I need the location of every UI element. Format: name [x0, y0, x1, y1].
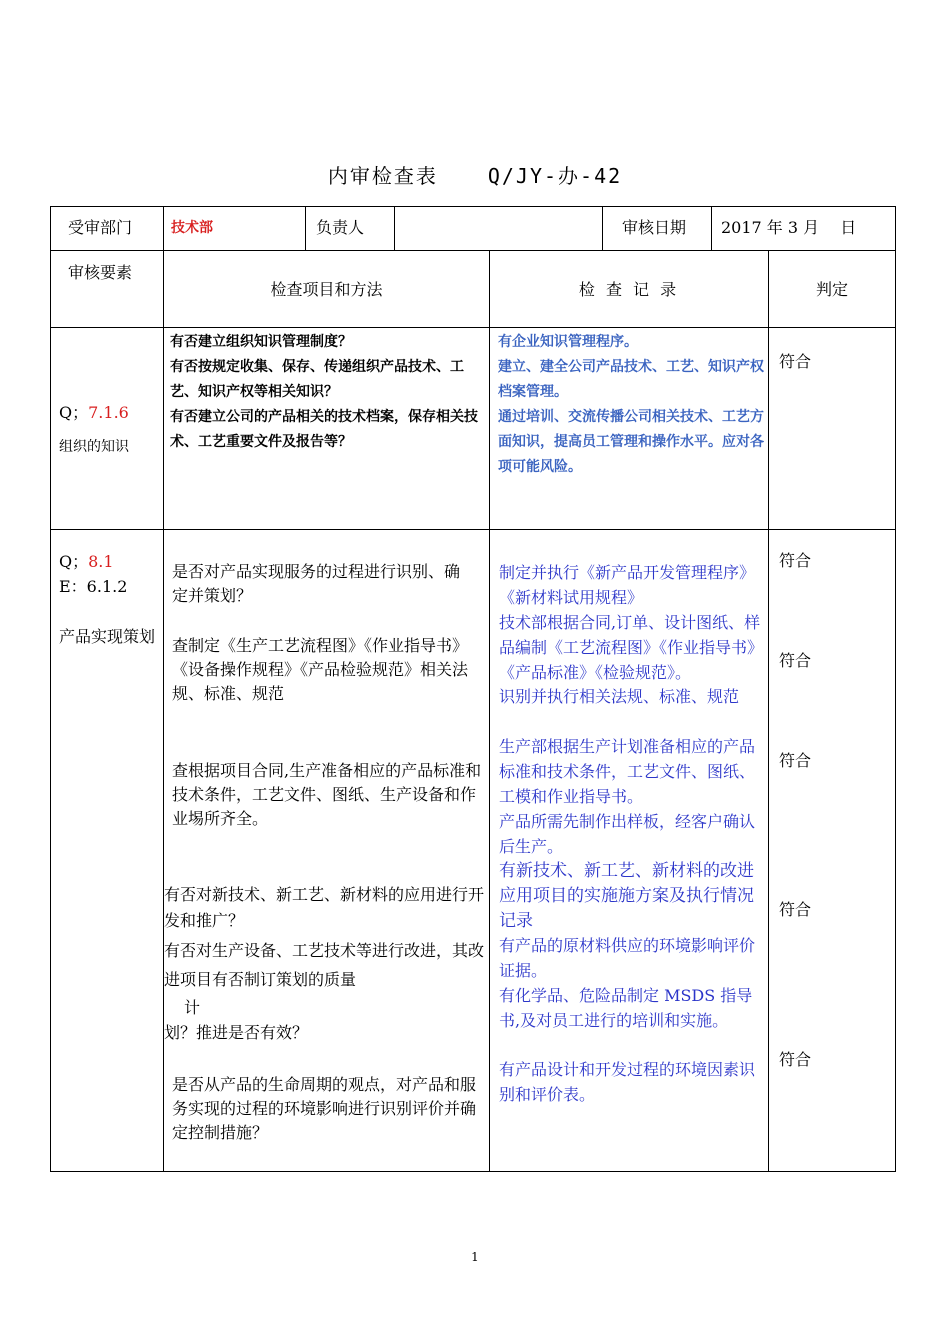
col-header-record: 检 查 记 录 — [578, 280, 680, 299]
row-divider — [50, 529, 896, 530]
record-item: 有产品设计和开发过程的环境因素识别和评价表。 — [499, 1060, 756, 1104]
method-item: 有否建立公司的产品相关的技术档案，保存相关技术、工艺重要文件及报告等？ — [170, 409, 478, 450]
record-item: 生产部根据生产计划准备相应的产品标准和技术条件，工艺文件、图纸、工模和作业指导书。 — [499, 737, 756, 806]
col-divider — [602, 206, 603, 250]
title-text: 内审检查表 — [327, 164, 438, 188]
record-item: 建立、建全公司产品技术、工艺、知识产权档案管理。 — [498, 359, 764, 400]
col-divider — [711, 206, 712, 250]
col-divider — [768, 250, 769, 1172]
col-header-verdict: 判定 — [815, 280, 848, 299]
clause-number: 8.1 — [88, 552, 114, 571]
date-value: 2017 年 3 月 日 — [721, 218, 857, 237]
record-item: 有产品的原材料供应的环境影响评价证据。 — [499, 936, 756, 980]
verdict: 符合 — [779, 352, 812, 371]
dept-value: 技术部 — [171, 220, 213, 236]
method-item: 查制定《生产工艺流程图》《作业指导书》《设备操作规程》《产品检验规范》相关法规、标准、规范 — [172, 636, 469, 703]
col-divider — [305, 206, 306, 250]
col-header-element: 审核要素 — [68, 263, 133, 282]
method-item: 有否对新技术、新工艺、新材料的应用进行开发和推广？ — [164, 885, 485, 930]
clause-number: 7.1.6 — [88, 403, 129, 422]
record-item: 通过培训、交流传播公司相关技术、工艺方面知识，提高员工管理和操作水平。应对各项可能风险。 — [498, 409, 764, 475]
element-name: 产品实现策划 — [59, 627, 156, 646]
record-item: 识别并执行相关法规、标准、规范 — [499, 687, 740, 706]
record-item: 技术部根据合同,订单、设计图纸、样品编制《工艺流程图》《作业指导书》《产品标准》《检验规范》。 — [499, 613, 764, 682]
row-divider — [50, 327, 896, 328]
doc-code: Q/JY-办-42 — [487, 164, 623, 188]
col-divider — [489, 250, 490, 1172]
method-item: 计 — [184, 998, 201, 1017]
record-list — [498, 330, 764, 480]
table-border-top — [50, 206, 896, 207]
dept-label: 受审部门 — [68, 218, 133, 237]
clause-8-1 — [59, 550, 114, 574]
method-item: 是否从产品的生命周期的观点，对产品和服务实现的过程的环境影响进行识别评价并确定控制措施？ — [172, 1075, 477, 1142]
record-item: 有化学品、危险品制定 MSDS 指导书,及对员工进行的培训和实施。 — [499, 986, 753, 1030]
verdict: 符合 — [779, 551, 812, 570]
record-item: 有企业知识管理程序。 — [498, 334, 638, 350]
clause-7-1-6 — [59, 401, 129, 425]
table-border-left — [50, 206, 51, 1172]
date-label: 审核日期 — [622, 218, 687, 237]
method-item: 有否建立组织知识管理制度？ — [170, 334, 352, 350]
col-header-method: 检查项目和方法 — [270, 280, 383, 299]
method-item: 有否按规定收集、保存、传递组织产品技术、工艺、知识产权等相关知识？ — [170, 359, 464, 400]
method-item: 划？推进是否有效？ — [164, 1023, 309, 1042]
method-list — [170, 330, 482, 455]
owner-label: 负责人 — [316, 218, 365, 237]
verdict: 符合 — [779, 900, 812, 919]
row-divider — [50, 250, 896, 251]
clause-prefix: Q； — [59, 552, 89, 571]
record-item: 产品所需先制作出样板，经客户确认后生产。 — [499, 812, 756, 856]
page-title — [0, 160, 950, 189]
verdict: 符合 — [779, 651, 812, 670]
audit-table — [50, 206, 896, 1172]
clause-6-1-2: E：6.1.2 — [59, 577, 128, 596]
record-item: 制定并执行《新产品开发管理程序》《新材料试用规程》 — [499, 563, 756, 607]
element-name: 组织的知识 — [59, 439, 129, 455]
col-divider — [394, 206, 395, 250]
table-border-bottom — [50, 1171, 896, 1172]
record-item: 有新技术、新工艺、新材料的改进应用项目的实施施方案及执行情况记录 — [499, 861, 754, 931]
clause-prefix: Q； — [59, 403, 89, 422]
verdict: 符合 — [779, 1050, 812, 1069]
verdict: 符合 — [779, 751, 812, 770]
method-item: 有否对生产设备、工艺技术等进行改进，其改进项目有否制订策划的质量 — [164, 941, 485, 989]
method-item: 是否对产品实现服务的过程进行识别、确定并策划？ — [172, 562, 461, 605]
method-item: 查根据项目合同,生产准备相应的产品标准和技术条件，工艺文件、图纸、生产设备和作业埸所齐全。 — [172, 761, 482, 828]
page-number: 1 — [471, 1250, 479, 1264]
table-border-right — [895, 206, 896, 1172]
